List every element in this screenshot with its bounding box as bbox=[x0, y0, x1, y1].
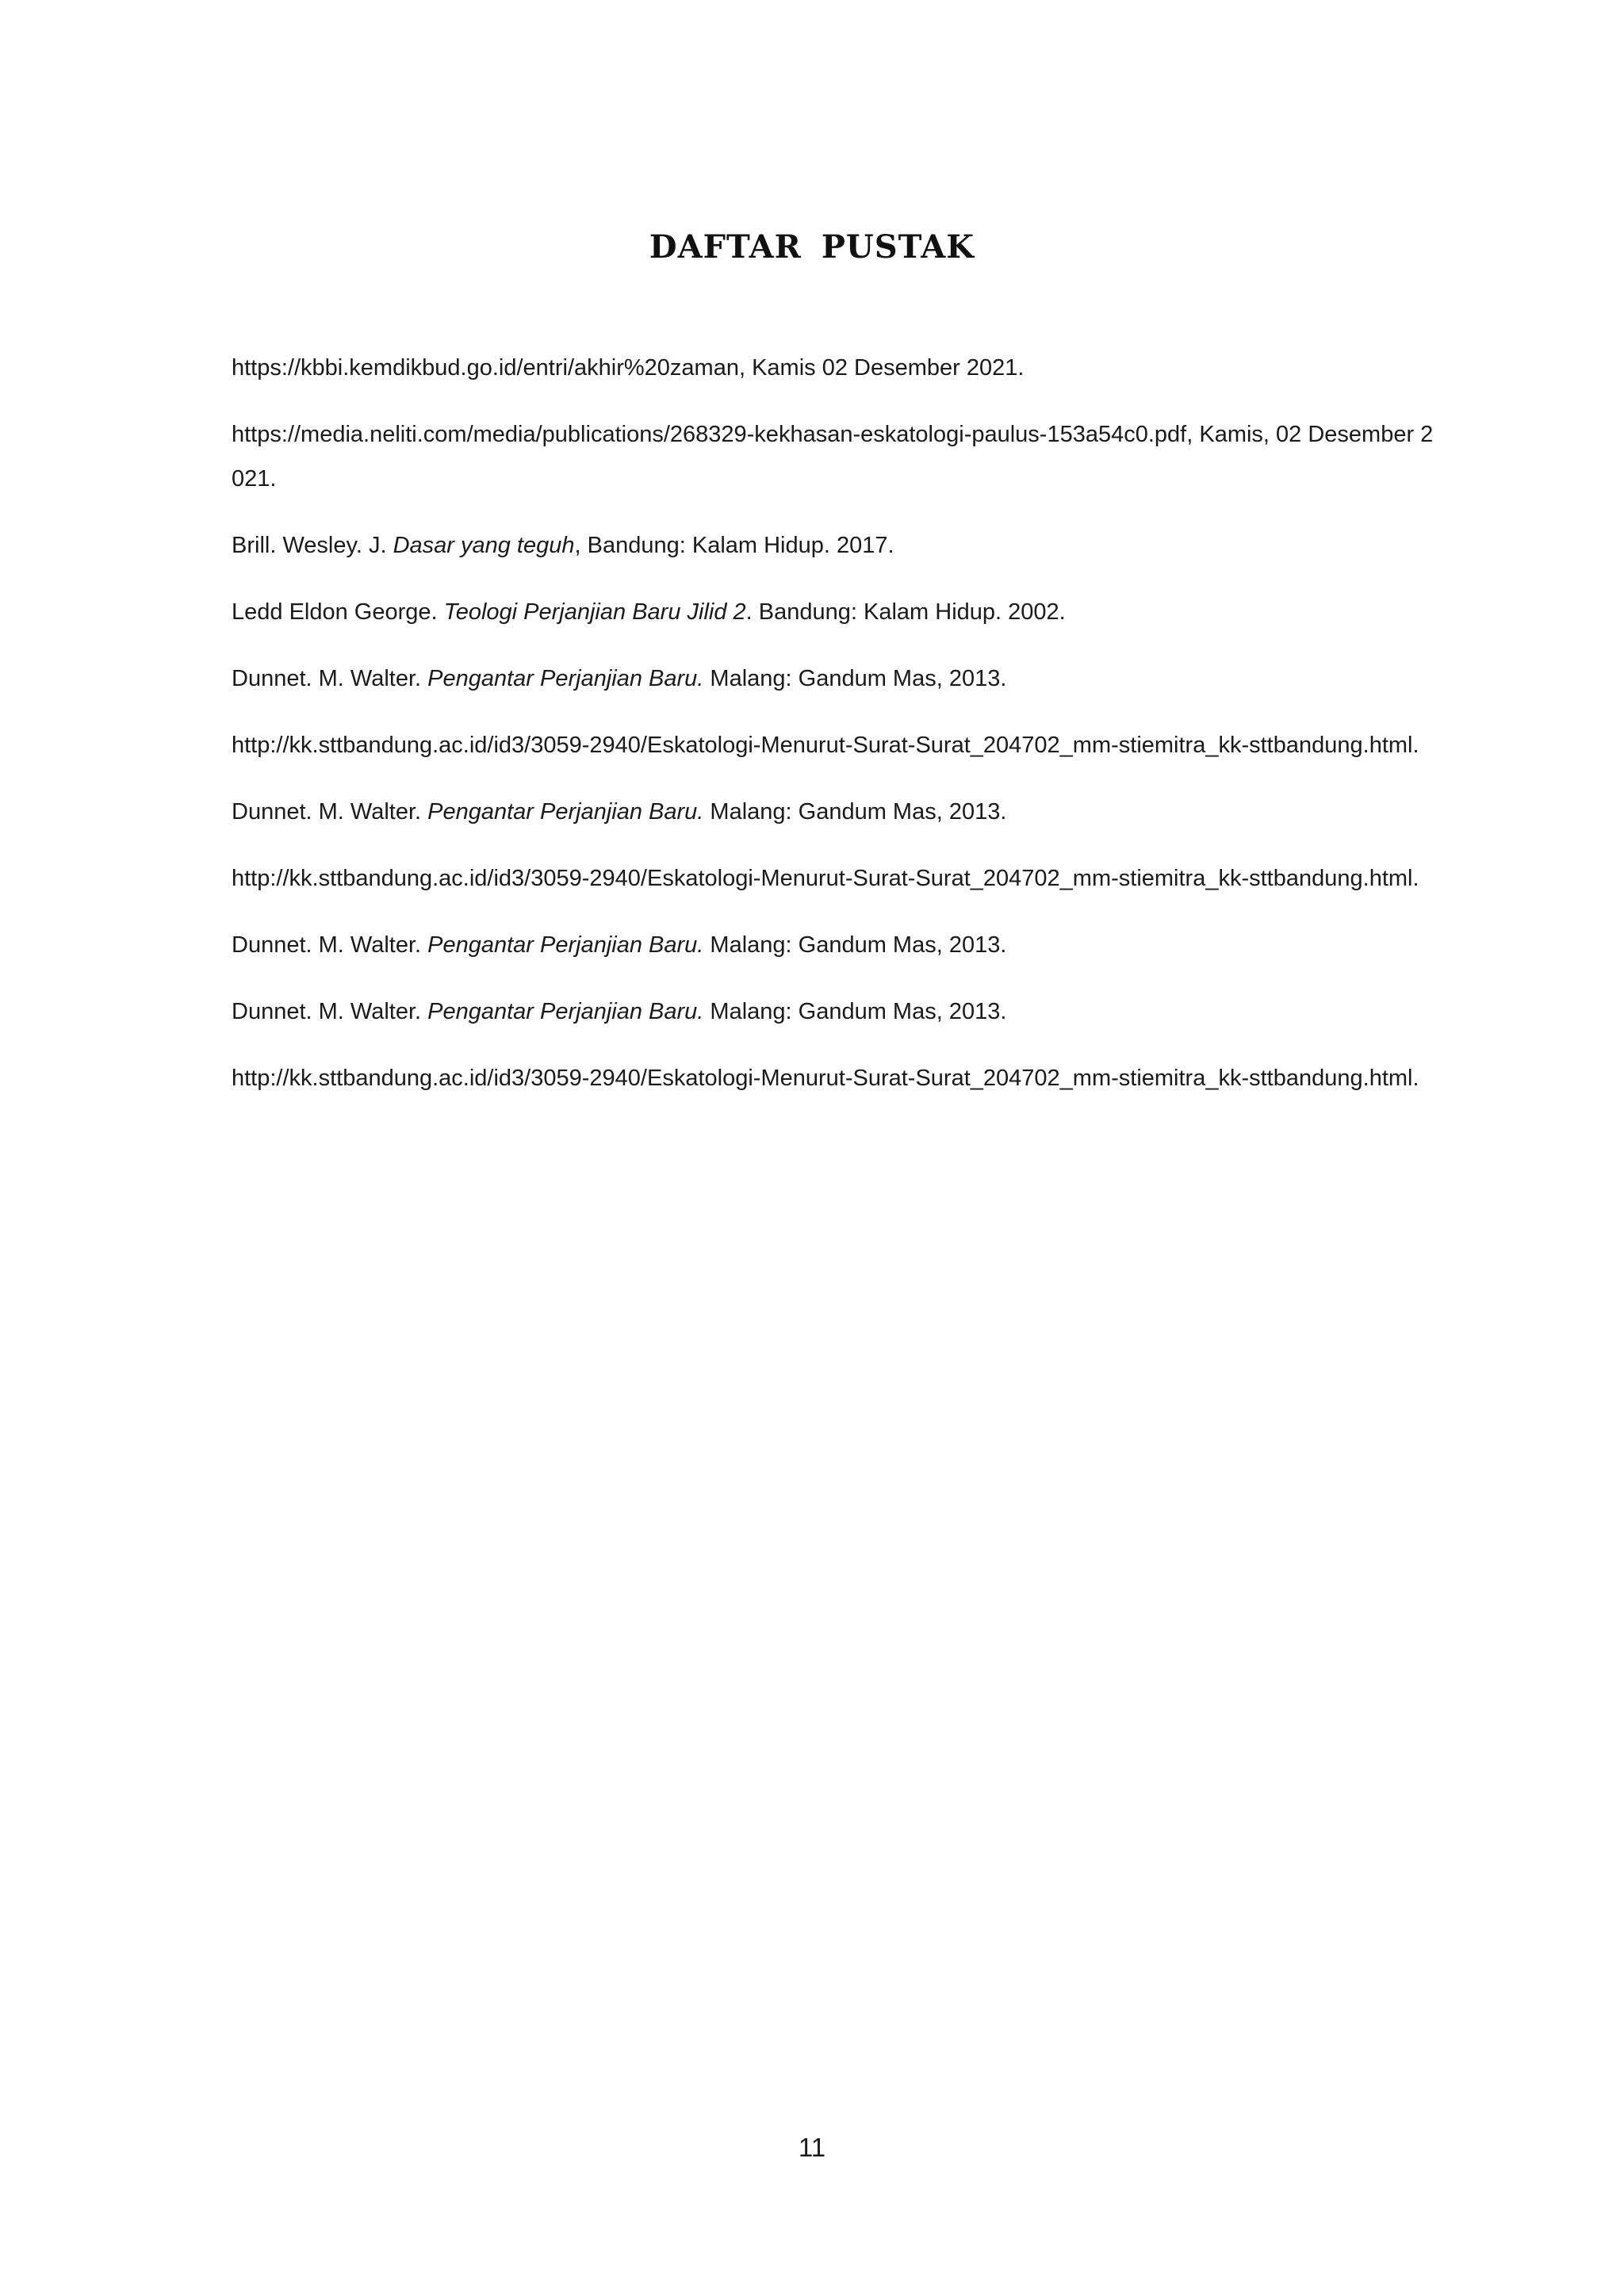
reference-book-title: Pengantar Perjanjian Baru. bbox=[427, 999, 704, 1024]
reference-item bbox=[232, 590, 1437, 634]
reference-item bbox=[232, 1056, 1437, 1100]
reference-text: http://kk.sttbandung.ac.id/id3/3059-2940/Eskatologi-Menurut-Surat-Surat_204702_mm-stiemitra_kk-sttbandung.html. bbox=[232, 1066, 1419, 1091]
reference-item bbox=[232, 923, 1437, 967]
reference-book-title: Pengantar Perjanjian Baru. bbox=[427, 799, 704, 825]
reference-item bbox=[232, 856, 1437, 901]
reference-author: Dunnet. M. Walter. bbox=[232, 799, 428, 825]
reference-text: https://media.neliti.com/media/publications/268329-kekhasan-eskatologi-paulus-153a54c0.pdf, Kamis, 02 Desember 2021. bbox=[232, 422, 1434, 492]
reference-publisher: . Bandung: Kalam Hidup. 2002. bbox=[745, 599, 1066, 625]
reference-book-title: Dasar yang teguh bbox=[393, 533, 575, 558]
reference-book-title: Pengantar Perjanjian Baru. bbox=[427, 932, 704, 958]
reference-publisher: Malang: Gandum Mas, 2013. bbox=[703, 799, 1007, 825]
reference-item bbox=[232, 656, 1437, 701]
reference-author: Dunnet. M. Walter. bbox=[232, 932, 428, 958]
reference-item bbox=[232, 523, 1437, 568]
reference-publisher: , Bandung: Kalam Hidup. 2017. bbox=[574, 533, 894, 558]
reference-publisher: Malang: Gandum Mas, 2013. bbox=[703, 999, 1007, 1024]
reference-author: Ledd Eldon George. bbox=[232, 599, 444, 625]
reference-list bbox=[232, 346, 1437, 1123]
reference-text: http://kk.sttbandung.ac.id/id3/3059-2940/Eskatologi-Menurut-Surat-Surat_204702_mm-stiemitra_kk-sttbandung.html. bbox=[232, 733, 1419, 758]
reference-author: Dunnet. M. Walter. bbox=[232, 999, 428, 1024]
reference-item bbox=[232, 989, 1437, 1034]
reference-item bbox=[232, 412, 1437, 501]
reference-author: Brill. Wesley. J. bbox=[232, 533, 393, 558]
reference-text: https://kbbi.kemdikbud.go.id/entri/akhir%20zaman, Kamis 02 Desember 2021. bbox=[232, 355, 1025, 381]
reference-text: http://kk.sttbandung.ac.id/id3/3059-2940/Eskatologi-Menurut-Surat-Surat_204702_mm-stiemitra_kk-sttbandung.html. bbox=[232, 866, 1419, 891]
reference-author: Dunnet. M. Walter. bbox=[232, 666, 428, 691]
page-number: 11 bbox=[798, 2133, 826, 2162]
reference-publisher: Malang: Gandum Mas, 2013. bbox=[703, 666, 1007, 691]
reference-publisher: Malang: Gandum Mas, 2013. bbox=[703, 932, 1007, 958]
page-title: DAFTAR PUSTAK bbox=[649, 228, 975, 266]
reference-item bbox=[232, 790, 1437, 834]
reference-item bbox=[232, 346, 1437, 390]
reference-book-title: Pengantar Perjanjian Baru. bbox=[427, 666, 704, 691]
reference-book-title: Teologi Perjanjian Baru Jilid 2 bbox=[443, 599, 746, 625]
reference-item bbox=[232, 723, 1437, 767]
